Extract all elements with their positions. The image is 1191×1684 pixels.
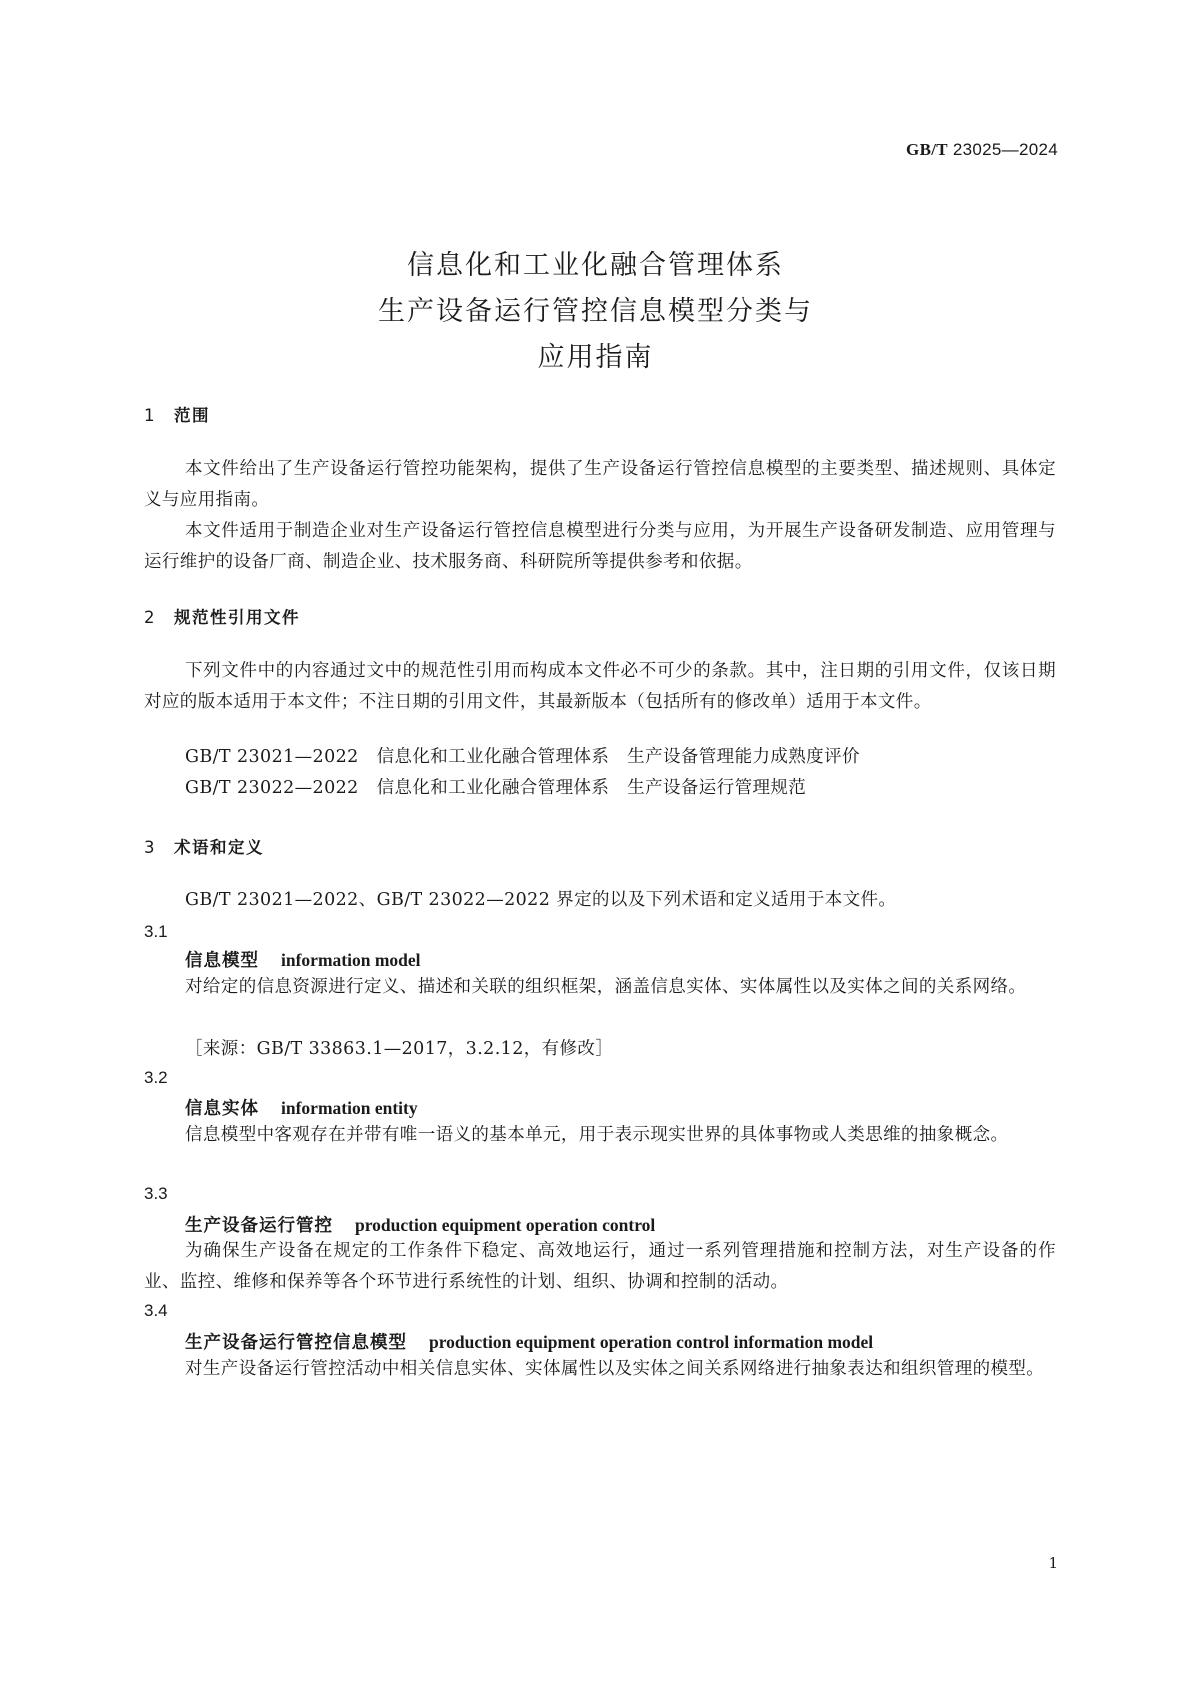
term-name: 信息模型 information model (185, 950, 421, 971)
section-1-para-2: 本文件适用于制造企业对生产设备运行管控信息模型进行分类与应用，为开展生产设备研发制造、应用管理与运行维护的设备厂商、制造企业、技术服务商、科研院所等提供参考和依据。 (144, 521, 1056, 572)
section-3-para-1: GB/T 23021—2022、GB/T 23022—2022 界定的以及下列术语和定义适用于本文件。 (185, 890, 897, 910)
term-number: 3.2 (144, 1068, 168, 1087)
term-number: 3.3 (144, 1184, 168, 1203)
term-definition: 对生产设备运行管控活动中相关信息实体、实体属性以及实体之间关系网络进行抽象表达和组织管理的模型。 (185, 1359, 1045, 1379)
term-definition: 信息模型中客观存在并带有唯一语义的基本单元，用于表示现实世界的具体事物或人类思维的抽象概念。 (185, 1125, 1009, 1145)
page-number: 1 (1048, 1554, 1058, 1572)
term-definition: 为确保生产设备在规定的工作条件下稳定、高效地运行，通过一系列管理措施和控制方法，对生产设备的作业、监控、维修和保养等各个环节进行系统性的计划、组织、协调和控制的活动。 (144, 1241, 1056, 1292)
term-number: 3.1 (144, 922, 168, 941)
title-line-1: 信息化和工业化融合管理体系 (407, 250, 784, 281)
term-name: 生产设备运行管控 production equipment operation control (185, 1215, 656, 1236)
title-line-2: 生产设备运行管控信息模型分类与 (378, 296, 813, 327)
term-source: ［来源：GB/T 33863.1—2017，3.2.12，有修改］ (185, 1039, 614, 1059)
section-1-heading: 1 范围 (144, 406, 210, 425)
term-number: 3.4 (144, 1301, 168, 1320)
standard-code: 23025—2024 (947, 140, 1058, 159)
standard-prefix: GB/T (906, 140, 948, 159)
term-definition: 对给定的信息资源进行定义、描述和关联的组织框架，涵盖信息实体、实体属性以及实体之间的关系网络。 (185, 977, 1027, 997)
term-name: 信息实体 information entity (185, 1098, 418, 1119)
section-3-heading: 3 术语和定义 (144, 838, 264, 857)
title-line-3: 应用指南 (537, 342, 654, 373)
section-2-heading: 2 规范性引用文件 (144, 608, 300, 627)
reference-1: GB/T 23021—2022 信息化和工业化融合管理体系 生产设备管理能力成熟度评价 (185, 747, 860, 767)
section-2-para-1: 下列文件中的内容通过文中的规范性引用而构成本文件必不可少的条款。其中，注日期的引用文件，仅该日期对应的版本适用于本文件；不注日期的引用文件，其最新版本（包括所有的修改单）适用于本文件。 (144, 661, 1056, 712)
section-1-para-1: 本文件给出了生产设备运行管控功能架构，提供了生产设备运行管控信息模型的主要类型、描述规则、具体定义与应用指南。 (144, 459, 1056, 510)
standard-number (906, 140, 1058, 160)
term-name: 生产设备运行管控信息模型 production equipment operation control information model (185, 1332, 874, 1353)
document-title (0, 243, 1191, 381)
reference-2: GB/T 23022—2022 信息化和工业化融合管理体系 生产设备运行管理规范 (185, 778, 807, 798)
